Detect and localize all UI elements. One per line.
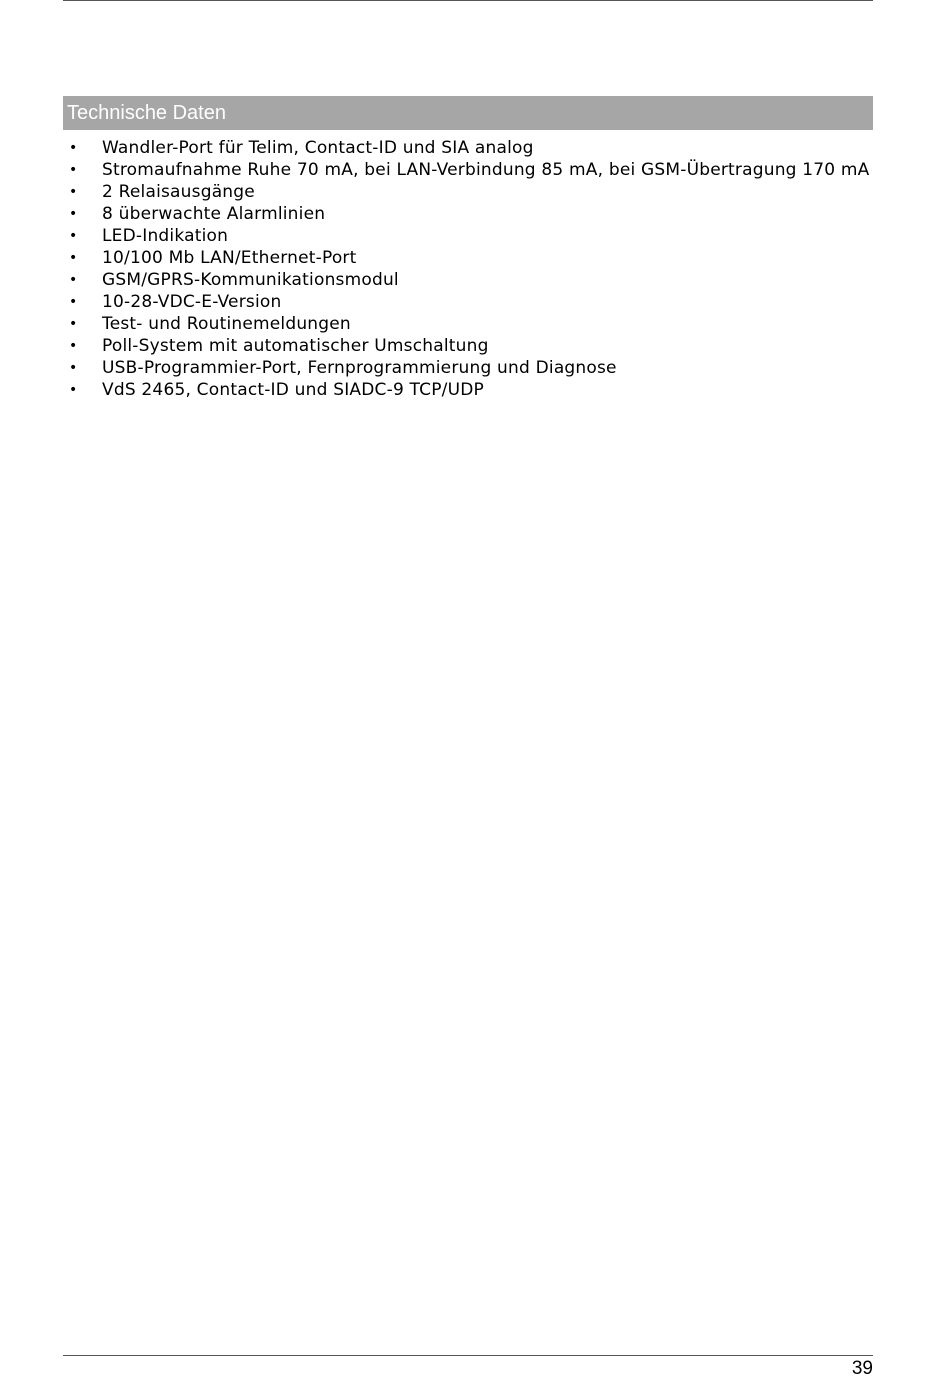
list-item (63, 313, 873, 335)
page-number: 39 (851, 1358, 873, 1379)
bullet-icon: • (69, 228, 78, 244)
list-item (63, 247, 873, 269)
bullet-icon: • (69, 162, 78, 178)
list-item (63, 137, 873, 159)
list-item (63, 335, 873, 357)
list-item (63, 181, 873, 203)
bullet-icon: • (69, 272, 78, 288)
list-item-text: LED-Indikation (102, 226, 229, 246)
bullet-icon: • (69, 206, 78, 222)
list-item (63, 379, 873, 401)
bullet-icon: • (69, 360, 78, 376)
list-item-text: Poll-System mit automatischer Umschaltung (102, 336, 489, 356)
list-item-text: 10/100 Mb LAN/Ethernet-Port (102, 248, 357, 268)
list-item (63, 225, 873, 247)
bullet-icon: • (69, 140, 78, 156)
section-title: Technische Daten (63, 96, 873, 130)
list-item (63, 159, 873, 181)
list-item (63, 291, 873, 313)
list-item-text: USB-Programmier-Port, Fernprogrammierung und Diagnose (102, 358, 617, 378)
bullet-icon: • (69, 250, 78, 266)
footer-rule (63, 1355, 873, 1356)
list-item (63, 203, 873, 225)
list-item-text: 8 überwachte Alarmlinien (102, 204, 326, 224)
list-item (63, 269, 873, 291)
list-item-text: GSM/GPRS-Kommunikationsmodul (102, 270, 399, 290)
list-item (63, 357, 873, 379)
bullet-icon: • (69, 184, 78, 200)
list-item-text: Wandler-Port für Telim, Contact-ID und SIA analog (102, 138, 534, 158)
list-item-text: 10-28-VDC-E-Version (102, 292, 282, 312)
list-item-text: Stromaufnahme Ruhe 70 mA, bei LAN-Verbindung 85 mA, bei GSM-Übertragung 170 mA (102, 160, 870, 180)
bullet-icon: • (69, 382, 78, 398)
feature-list (63, 137, 873, 401)
bullet-icon: • (69, 316, 78, 332)
list-item-text: Test- und Routinemeldungen (102, 314, 351, 334)
bullet-icon: • (69, 338, 78, 354)
bullet-icon: • (69, 294, 78, 310)
header-rule (63, 0, 873, 1)
list-item-text: 2 Relaisausgänge (102, 182, 255, 202)
list-item-text: VdS 2465, Contact-ID und SIADC-9 TCP/UDP (102, 380, 484, 400)
